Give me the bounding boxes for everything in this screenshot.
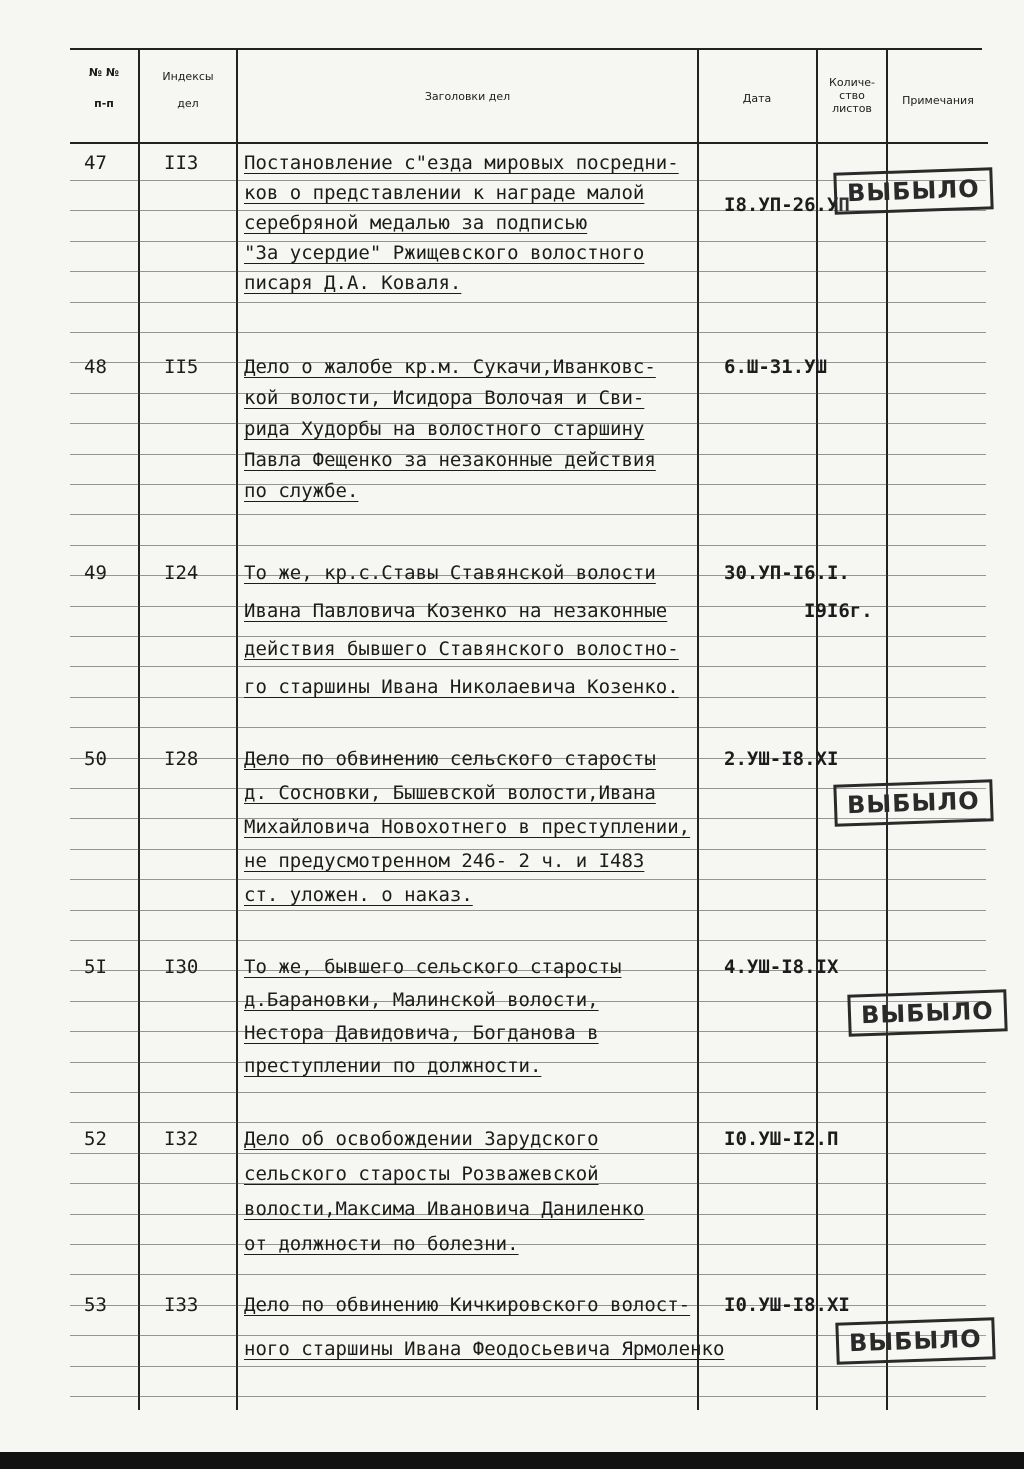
entry-date: I8.УП-26.УП <box>724 194 850 216</box>
entry-date: 30.УП-I6.I. <box>724 562 850 584</box>
entry-date-year: I9I6г. <box>804 600 873 622</box>
entry-title-line: ст. уложен. о наказ. <box>244 884 473 906</box>
header-index <box>142 70 234 110</box>
entry-title-line: Дело об освобождении Зарудского <box>244 1128 599 1150</box>
ruled-line <box>70 879 986 880</box>
entry-title-line: действия бывшего Ставянского волостно- <box>244 638 679 660</box>
ruled-line <box>70 1244 986 1245</box>
entry-number: 49 <box>84 562 107 584</box>
top-border <box>70 48 982 50</box>
entry-title-line: "За усердие" Ржищевского волостного <box>244 242 645 264</box>
entry-date: 2.УШ-I8.XI <box>724 748 839 770</box>
header-title: Заголовки дел <box>424 90 511 103</box>
entry-title-line: преступлении по должности. <box>244 1055 542 1077</box>
ruled-line <box>70 332 986 333</box>
entry-title-line: д. Сосновки, Бышевской волости,Ивана <box>244 782 656 804</box>
entry-title-line: Постановление с"езда мировых посредни- <box>244 152 679 174</box>
ruled-line <box>70 545 986 546</box>
entry-title-line: серебряной медалью за подписью <box>244 212 588 234</box>
header-notes: Примечания <box>902 94 974 107</box>
entry-date: I0.УШ-I8.XI <box>724 1294 850 1316</box>
header-num-sub: п-п <box>94 97 114 110</box>
entry-title-line: писаря Д.А. Коваля. <box>244 272 462 294</box>
column-divider-5 <box>886 50 888 1410</box>
ruled-line <box>70 1092 986 1093</box>
withdrawn-stamp: ВЫБЫЛО <box>833 779 993 827</box>
entry-title-line: го старшины Ивана Николаевича Козенко. <box>244 676 679 698</box>
header-index-label: Индексы <box>162 70 214 83</box>
entry-date: 6.Ш-31.УШ <box>724 356 827 378</box>
entry-number: 5I <box>84 956 107 978</box>
scan-bottom-edge <box>0 1452 1024 1469</box>
entry-title-line: Павла Фещенко за незаконные действия <box>244 449 656 471</box>
entry-index: I28 <box>164 748 199 770</box>
ruled-line <box>70 666 986 667</box>
entry-title-line: Дело о жалобе кр.м. Сукачи,Иванковс- <box>244 356 656 378</box>
entry-title-line: То же, кр.с.Ставы Ставянской волости <box>244 562 656 584</box>
entry-number: 53 <box>84 1294 107 1316</box>
ruled-line <box>70 636 986 637</box>
header-num <box>74 66 134 110</box>
entry-index: I24 <box>164 562 199 584</box>
entry-title-line: Дело по обвинению сельского старосты <box>244 748 656 770</box>
entry-index: II5 <box>164 356 199 378</box>
entry-title-line: ков о представлении к награде малой <box>244 182 645 204</box>
ruled-line <box>70 1396 986 1397</box>
entry-title-line: Ивана Павловича Козенко на незаконные <box>244 600 668 622</box>
column-divider-3 <box>697 50 699 1410</box>
entry-title-line: от должности по болезни. <box>244 1233 519 1255</box>
ruled-line <box>70 727 986 728</box>
entry-date: 4.УШ-I8.IX <box>724 956 839 978</box>
entry-title-line: То же, бывшего сельского старосты <box>244 956 622 978</box>
withdrawn-stamp: ВЫБЫЛО <box>847 989 1007 1037</box>
ruled-line <box>70 1153 986 1154</box>
entry-title-line: ного старшины Ивана Феодосьевича Ярмоленко <box>244 1338 725 1360</box>
ruled-line <box>70 910 986 911</box>
header-date: Дата <box>742 92 772 105</box>
entry-index: II3 <box>164 152 199 174</box>
column-divider-1 <box>138 50 140 1410</box>
ruled-line <box>70 484 986 485</box>
entry-number: 50 <box>84 748 107 770</box>
header-num-label: № № <box>88 66 120 79</box>
entry-index: I32 <box>164 1128 199 1150</box>
entry-number: 48 <box>84 356 107 378</box>
entry-index: I33 <box>164 1294 199 1316</box>
entry-title-line: сельского старосты Розважевской <box>244 1163 599 1185</box>
column-divider-4 <box>816 50 818 1410</box>
header-index-sub: дел <box>177 97 199 110</box>
withdrawn-stamp: ВЫБЫЛО <box>833 167 993 215</box>
entry-index: I30 <box>164 956 199 978</box>
entry-number: 52 <box>84 1128 107 1150</box>
entry-title-line: рида Худорбы на волостного старшину <box>244 418 645 440</box>
entry-title-line: Дело по обвинению Кичкировского волост- <box>244 1294 691 1316</box>
ruled-line <box>70 1366 986 1367</box>
entry-title-line: д.Барановки, Малинской волости, <box>244 989 599 1011</box>
ruled-line <box>70 271 986 272</box>
entry-title-line: Нестора Давидовича, Богданова в <box>244 1022 599 1044</box>
ruled-line <box>70 1122 986 1123</box>
header-bottom-border <box>70 142 988 144</box>
ruled-line <box>70 1274 986 1275</box>
entry-title-line: Михайловича Новохотнего в преступлении, <box>244 816 691 838</box>
entry-date: I0.УШ-I2.П <box>724 1128 839 1150</box>
withdrawn-stamp: ВЫБЫЛО <box>835 1317 995 1365</box>
ruled-line <box>70 940 986 941</box>
entry-title-line: кой волости, Исидора Волочая и Сви- <box>244 387 645 409</box>
entry-title-line: волости,Максима Ивановича Даниленко <box>244 1198 645 1220</box>
ruled-line <box>70 302 986 303</box>
entry-title-line: по службе. <box>244 480 359 502</box>
ruled-line <box>70 514 986 515</box>
entry-title-line: не предусмотренном 246- 2 ч. и I483 <box>244 850 645 872</box>
header-count: Количе- ство листов <box>829 76 875 115</box>
column-divider-2 <box>236 50 238 1410</box>
entry-number: 47 <box>84 152 107 174</box>
